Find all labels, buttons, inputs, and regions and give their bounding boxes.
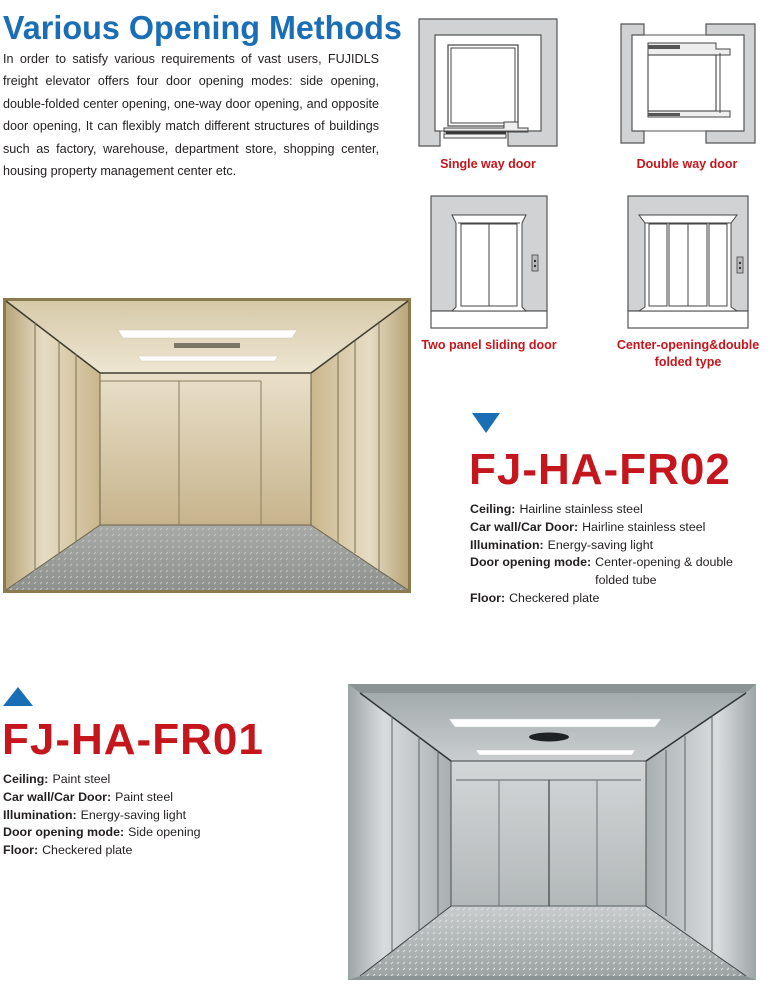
center-opening-door-elevation-icon [627,195,749,329]
spec-key: Illumination: [470,537,544,552]
gold-elevator-car-image [3,298,411,593]
spec-row-floor [3,842,333,860]
spec-key: Ceiling: [3,772,49,786]
double-way-door-diagram [620,23,756,144]
spec-value: Energy-saving light [80,807,187,822]
spec-key: Ceiling: [470,502,516,516]
door-type-label-double-way: Double way door [636,157,738,171]
spec-key: Door opening mode: [470,555,592,570]
spec-key: Car wall/Car Door: [3,789,112,804]
door-type-label-single-way: Single way door [440,157,536,171]
spec-value: Checkered plate [509,590,600,605]
door-type-label-center-opening-line1: Center-opening&double [616,338,760,352]
door-type-label-center-opening [600,337,770,371]
single-way-door-plan-icon [418,18,558,147]
specs-fr02 [470,501,768,608]
down-triangle-marker-icon [472,413,500,433]
up-triangle-marker-icon [3,687,33,706]
spec-value: Hairline stainless steel [519,502,643,516]
spec-row-ceiling [470,501,768,519]
spec-value: Center-opening & double folded tube [595,555,733,588]
spec-row-floor [470,590,768,608]
spec-value: Energy-saving light [547,537,654,552]
spec-value: Paint steel [52,772,111,786]
spec-key: Car wall/Car Door: [470,519,579,534]
center-opening-door-diagram [627,195,749,329]
single-way-door-diagram [418,18,558,147]
photo-fr02-car-interior [3,298,411,593]
specs-fr01 [3,771,333,860]
spec-value: Hairline stainless steel [582,519,706,534]
spec-value: Checkered plate [42,843,133,858]
door-type-label-two-panel: Two panel sliding door [421,338,557,352]
spec-value: Paint steel [115,789,173,804]
spec-key: Door opening mode: [3,825,125,840]
silver-elevator-car-image [348,684,756,980]
double-way-door-plan-icon [620,23,756,144]
spec-key: Floor: [470,590,506,605]
two-panel-door-elevation-icon [430,195,548,329]
page-title: Various Opening Methods [3,9,402,46]
spec-value: Side opening [128,825,201,840]
two-panel-door-diagram [430,195,548,329]
spec-row-car-wall [3,789,333,807]
spec-row-ceiling [3,771,333,789]
spec-row-door-opening [3,824,333,842]
spec-row-car-wall [470,519,768,537]
photo-fr01-car-interior [348,684,756,980]
spec-row-door-opening [470,554,768,590]
intro-paragraph: In order to satisfy various requirements of vast users, FUJIDLS freight elevator offers four door opening modes: side opening, double-folded center opening, one-way door opening, and opposite door opening, It can flexibly match different structures of buildings such as factory, warehouse, department store, shopping center, housing property management center etc. [3,52,379,179]
model-title-fr02: FJ-HA-FR02 [469,445,731,494]
door-type-label-center-opening-line2: folded type [654,355,722,369]
spec-row-illumination [470,537,768,555]
spec-key: Illumination: [3,807,77,822]
model-title-fr01: FJ-HA-FR01 [2,715,264,764]
spec-row-illumination [3,807,333,825]
spec-key: Floor: [3,843,39,858]
